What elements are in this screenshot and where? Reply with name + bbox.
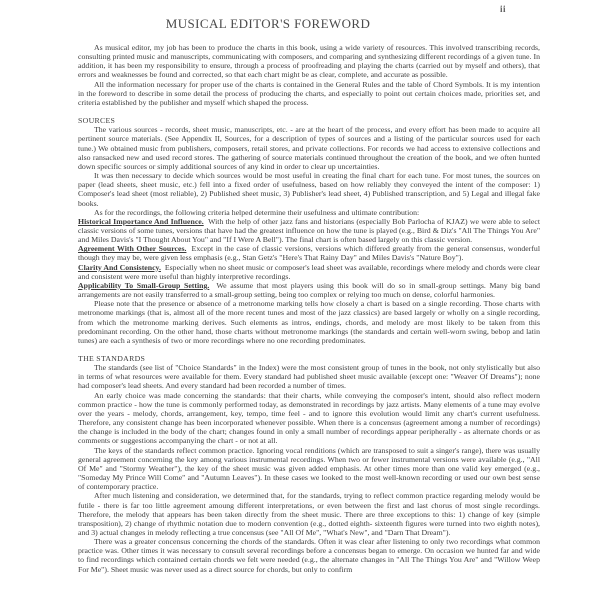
paragraph: As musical editor, my job has been to produce the charts in this book, using a wide variety of resources. This involved transcribing records, consulting printed music and manuscripts, communicating with composers, and comparing and synthesizing different recordings of a given tune. In addition, it has been my responsibility to ensure, through a process of proofreading and playing the charts (carried out by myself and others), that errors and weaknesses be found and corrected, so that each chart might be as clear, complete, and accurate as possible.	[78, 43, 540, 80]
paragraph: The various sources - records, sheet music, manuscripts, etc. - are at the heart of the process, and every effort has been made to acquire all pertinent source materials. (See Appendix II, Sources, for a description of types of sources and a listing of the particular sources used for each tune.) We obtained music from publishers, composers, retail stores, and private collections. For records we had access to extensive collections and also ransacked new and used record stores. The gathering of source materials continued throughout the creation of the book, and we often hunted down specific sources or simply additional sources of any kind in order to clear up uncertainties.	[78, 125, 540, 171]
criterion-paragraph: Clarity And Consistency. Especially when no sheet music or composer's lead sheet was available, recordings where melody and chords were clear and consistent were more useful than highly interpretive recordings.	[78, 262, 540, 281]
criterion-lead: Clarity And Consistency.	[78, 262, 161, 272]
document-body	[78, 43, 540, 574]
section-heading: SOURCES	[78, 116, 116, 126]
page-number: ii	[500, 4, 507, 14]
paragraph: As for the recordings, the following criteria helped determine their usefulness and ultimate contribution:	[94, 207, 420, 217]
criterion-lead: Agreement With Other Sources.	[78, 244, 187, 254]
paragraph: It was then necessary to decide which sources would be most useful in creating the final chart for each tune. For most tunes, the sources on paper (lead sheets, sheet music, etc.) fell into a fixed order of usefulness, based on how reliably they conveyed the intent of the composer: 1) Composer's lead sheet (most reliable), 2) Published sheet music, 3) Publisher's lead sheet, 4) Published transcription, and 5) Legal and illegal fake books.	[78, 171, 540, 208]
criterion-paragraph: Agreement With Other Sources. Except in the case of classic versions, versions which differed greatly from the general consensus, wonderful though they may be, were given less emphasis (e.g., Stan Getz's "Here's That Rainy Day" and Miles Davis's "Nature Boy").	[78, 244, 540, 263]
paragraph: The keys of the standards reflect common practice. Ignoring vocal renditions (which are transposed to suit a singer's range), there was usually general agreement concerning the key among various instrumental recordings. When two or fewer instrumental versions were available (e.g., "All Of Me" and "Stormy Weather"), the key of the sheet music was given added emphasis. At other times more than one valid key emerged (e.g., "Someday My Prince Will Come" and "Autumn Leaves"). In these cases we looked to the most well-known recording or used our own best sense of contemporary practice.	[78, 445, 540, 492]
criterion-lead: Applicability To Small-Group Setting.	[78, 280, 210, 290]
paragraph: All the information necessary for proper use of the charts is contained in the General Rules and the table of Chord Symbols. It is my intention in the foreword to describe in some detail the process of producing the charts, and especially to point out certain choices made, priorities set, and criteria established by the publisher and myself which shaped the process.	[78, 79, 540, 107]
page-title: MUSICAL EDITOR'S FOREWORD	[165, 16, 371, 31]
paragraph: The standards (see list of "Choice Standards" in the Index) were the most consistent group of tunes in the book, not only stylistically but also in terms of what resources were available for them. Every standard had published sheet music available (except one: "Weaver Of Dreams"); none had composer's lead sheets. And every standard had been recorded a number of times.	[78, 363, 540, 391]
paragraph: After much listening and consideration, we determined that, for the standards, trying to reflect common practice regarding melody would be futile - there is far too little agreement amoung different interpretations, or even between the first and last chorus of most single recordings. Therefore, the melody that appears has been taken directly from the sheet music. There are three exceptions to this: 1) change of key (simple transposition), 2) change of rhythmic notation due to modern convention (e.g., dotted eighth- sixteenth figures were turned into two eighth notes), and 3) actual changes in melody reflecting a true concensus (see "All Of Me", "What's New", and "Darn That Dream").	[78, 491, 540, 537]
paragraph: There was a greater concensus concerning the chords of the standards. Often it was clear after listening to only two recordings what common practice was. Other times it was necessary to consult several recordings before a concensus began to emerge. On occasion we hunted far and wide to find recordings which contained certain chords we felt were needed (e.g., the alternate changes in "All The Things You Are" and "Willow Weep For Me"). Sheet music was never used as a direct source for chords, but only to confirm	[78, 537, 540, 574]
paragraph: An early choice was made concerning the standards: that their charts, while conveying the composer's intent, should also reflect modern common practice - how the tune is commonly performed today, as demonstrated in recordings by jazz artists. Many elements of a tune may evolve over the years - melody, chords, arrangement, key, tempo, time feel - and to ignore this evolution would limit any chart's current usefulness. Therefore, any consistent change has been incorporated whenever possible. When there is a concensus (agreement among a number of recordings) the change is included in the body of the chart; changes found in only a small number of recordings appear peripherally - as alternate chords or as comments or suggestions accompanying the chart - or not at all.	[78, 390, 540, 446]
section-heading: THE STANDARDS	[78, 354, 146, 363]
criterion-paragraph: Applicability To Small-Group Setting. We assume that most players using this book will do so in small-group settings. Many big band arrangements are not easily transferred to a small-group setting, being too complex or relying too much on dense, colorful harmonies.	[78, 280, 540, 300]
criterion-lead: Historical Importance And Influence.	[78, 216, 204, 226]
criterion-paragraph: Historical Importance And Influence. With the help of other jazz fans and historians (especially Bob Parlocha of KJAZ) we were able to select classic versions of some tunes, versions that have had the greatest influence on how the tune is played (e.g., Bird & Diz's "All The Things You Are" and Miles Davis's "I Thought About You" and "If I Were A Bell"). The final chart is often based largely on this classic version.	[78, 216, 540, 245]
paragraph: Please note that the presence or absence of a metronome marking tells how closely a chart is based on a single recording. Those charts with metronome markings (that is, almost all of the more recent tunes and most of the jazz classics) are based largely or wholly on a single recording, from which the metronome marking derives. Such elements as intros, endings, chords, and melody are most likely to be taken from this predominant recording. On the other hand, those charts without metronome markings (the standards and certain well-worn swing, bebop and latin tunes) are each a synthesis of two or more recordings where no one recording predominates.	[78, 299, 540, 345]
